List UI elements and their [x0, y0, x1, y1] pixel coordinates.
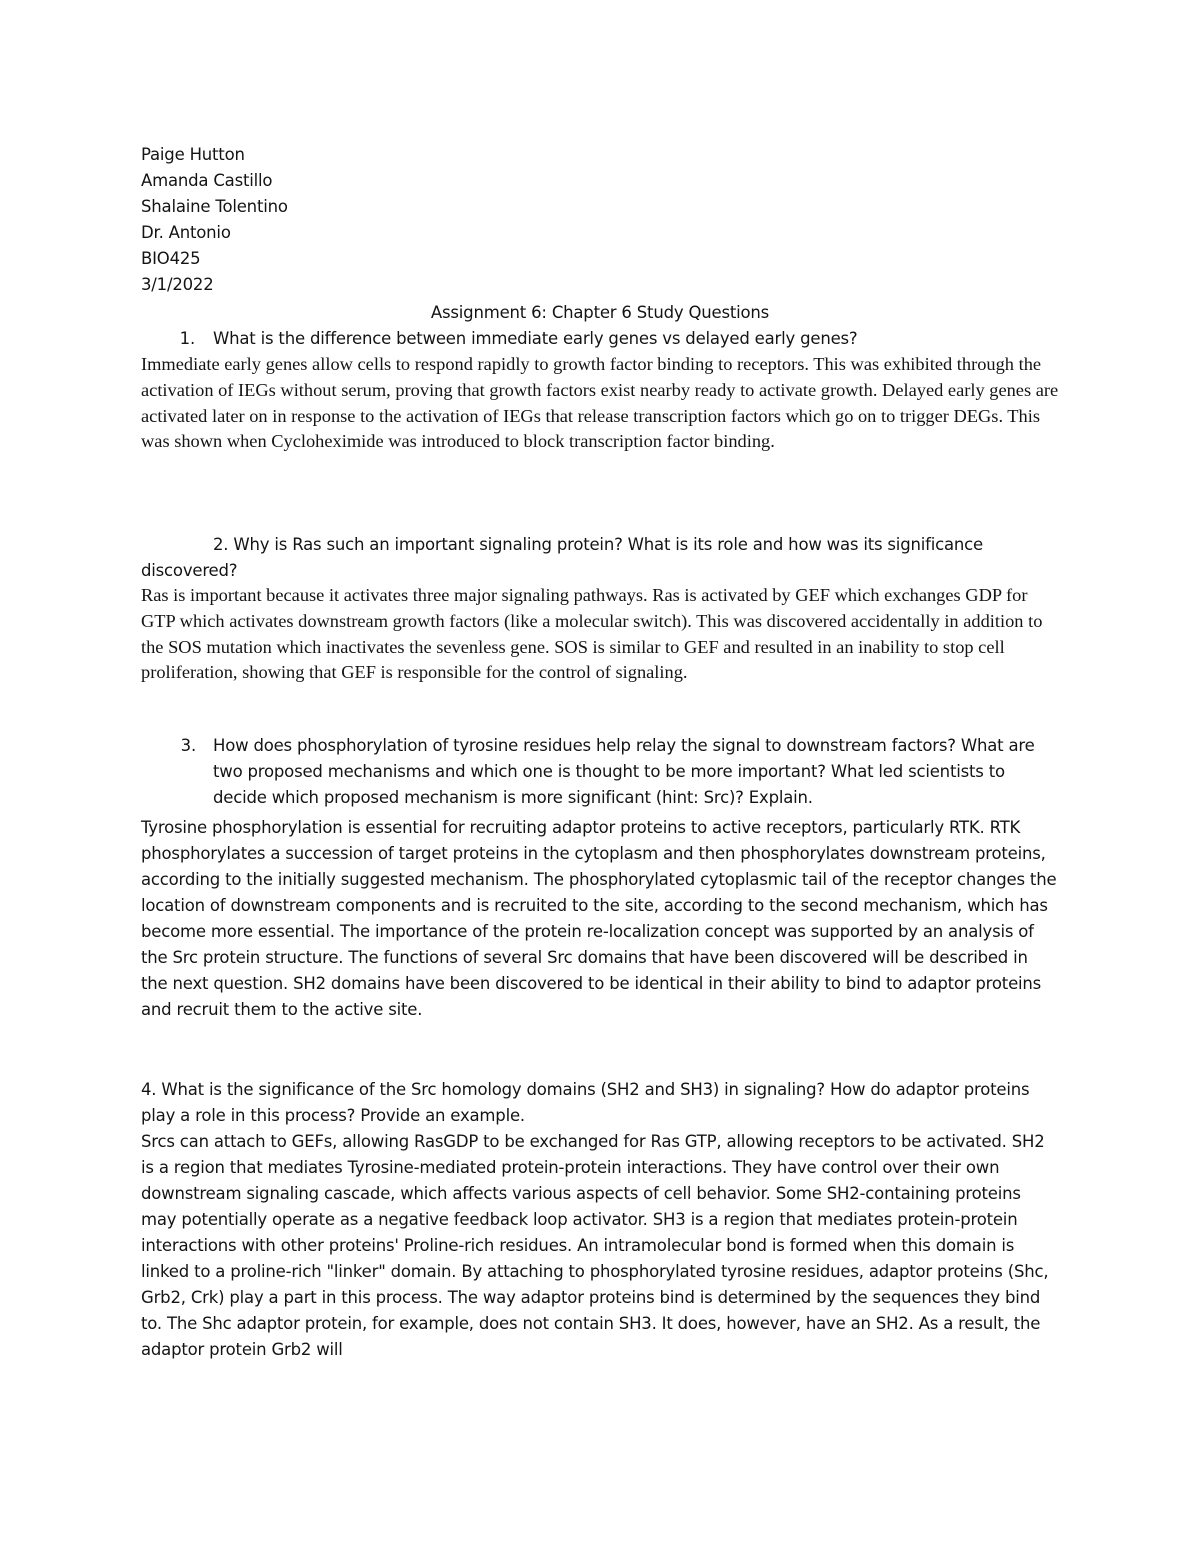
- question-number: 4.: [141, 1080, 157, 1099]
- author-name: Shalaine Tolentino: [141, 197, 288, 216]
- question-text: What is the significance of the Src homology domains (SH2 and SH3) in signaling? How do adaptor proteins play a role in this process? Provide an example.: [141, 1080, 1030, 1125]
- question-text: How does phosphorylation of tyrosine residues help relay the signal to downstream factors? What are two proposed mechanisms and which one is thought to be more important? What led scientists to decide which proposed mechanism is more significant (hint: Src)? Explain.: [213, 736, 1035, 807]
- question-2: [141, 532, 1059, 584]
- answer-2: Ras is important because it activates three major signaling pathways. Ras is activated by GEF which exchanges GDP for GTP which activates downstream growth factors (like a molecular switch). This was discovered accidentally in addition to the SOS mutation which inactivates the sevenless gene. SOS is similar to GEF and resulted in an inability to stop cell proliferation, showing that GEF is responsible for the control of signaling.: [141, 585, 1043, 683]
- question-text: What is the difference between immediate early genes vs delayed early genes?: [213, 329, 858, 348]
- answer-3: Tyrosine phosphorylation is essential for recruiting adaptor proteins to active receptors, particularly RTK. RTK phosphorylates a succession of target proteins in the cytoplasm and then phosphorylates downstream proteins, according to the initially suggested mechanism. The phosphorylated cytoplasmic tail of the receptor changes the location of downstream components and is recruited to the site, according to the second mechanism, which has become more essential. The importance of the protein re-localization concept was supported by an analysis of the Src protein structure. The functions of several Src domains that have been discovered will be described in the next question. SH2 domains have been discovered to be identical in their ability to bind to adaptor proteins and recruit them to the active site.: [141, 818, 1057, 1019]
- author-name: Amanda Castillo: [141, 171, 273, 190]
- author-name: Paige Hutton: [141, 145, 245, 164]
- course-code: BIO425: [141, 249, 201, 268]
- question-1: [141, 326, 1059, 352]
- instructor-name: Dr. Antonio: [141, 223, 231, 242]
- answer-4: Srcs can attach to GEFs, allowing RasGDP to be exchanged for Ras GTP, allowing receptors to be activated. SH2 is a region that mediates Tyrosine-mediated protein-protein interactions. They have control over their own downstream signaling cascade, which affects various aspects of cell behavior. Some SH2-containing proteins may potentially operate as a negative feedback loop activator. SH3 is a region that mediates protein-protein interactions with other proteins' Proline-rich residues. An intramolecular bond is formed when this domain is linked to a proline-rich "linker" domain. By attaching to phosphorylated tyrosine residues, adaptor proteins (Shc, Grb2, Crk) play a part in this process. The way adaptor proteins bind is determined by the sequences they bind to. The Shc adaptor protein, for example, does not contain SH3. It does, however, have an SH2. As a result, the adaptor protein Grb2 will: [141, 1132, 1049, 1359]
- question-number: 3.: [180, 736, 196, 755]
- question-text: Why is Ras such an important signaling protein? What is its role and how was its significance discovered?: [141, 535, 983, 580]
- header-block: [141, 142, 741, 298]
- submission-date: 3/1/2022: [141, 275, 214, 294]
- question-number: 2.: [213, 535, 229, 554]
- question-number: 1.: [179, 329, 195, 348]
- document-title: Assignment 6: Chapter 6 Study Questions: [430, 303, 770, 322]
- question-4: [141, 1077, 1059, 1129]
- question-3: [141, 733, 1059, 811]
- answer-1: Immediate early genes allow cells to respond rapidly to growth factor binding to receptors. This was exhibited through the activation of IEGs without serum, proving that growth factors exist nearby ready to activate growth. Delayed early genes are activated later on in response to the activation of IEGs that release transcription factors which go on to trigger DEGs. This was shown when Cycloheximide was introduced to block transcription factor binding.: [141, 354, 1059, 452]
